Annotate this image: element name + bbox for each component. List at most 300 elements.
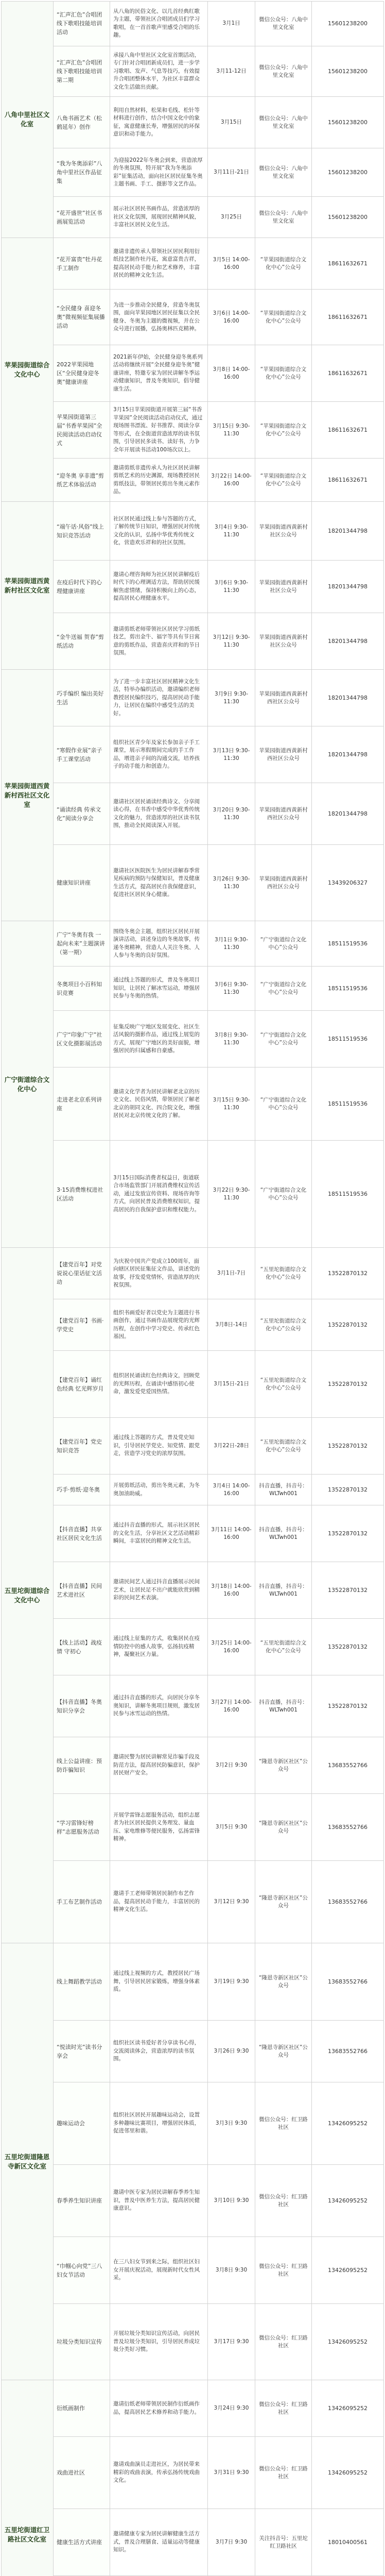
activity-phone-cell-text: 13426095252 xyxy=(328,2338,367,2345)
activity-phone-cell-text: 15601238200 xyxy=(328,169,367,176)
activity-name-cell-text: “端午话·风俗”线上知识竞答活动 xyxy=(57,523,104,539)
activity-time-cell xyxy=(208,1675,255,1737)
table-top-border xyxy=(1,1,384,2)
activity-method-cell-text: 苹果园街道西黄新村社区公众号 xyxy=(259,579,308,594)
activity-time-cell-text: 3月6日 9:30-11:30 xyxy=(214,579,249,594)
activity-time-cell xyxy=(208,2509,255,2576)
activity-method-cell-text: “五里坨街道综合文化中心”公众号 xyxy=(260,1639,307,1654)
activity-desc-cell xyxy=(110,1737,208,1794)
activity-method-cell-text: “隆恩寺新区社区”公众号 xyxy=(259,2044,308,2058)
activity-phone-cell-text: 18201344798 xyxy=(328,810,367,817)
activity-phone-cell xyxy=(312,726,384,783)
activity-desc-cell-text: 社区居民通过线上参与答题的方式，了解传统节日知识，增强居民对传统文化的认识，弘扬中华优秀传统文化，营造欢乐祥和的社区氛围。 xyxy=(113,515,200,546)
activity-desc-cell xyxy=(110,1675,208,1737)
activity-name-cell xyxy=(54,1141,110,1248)
activity-time-cell-text: 3月8日 9:30 xyxy=(215,2267,248,2273)
activity-phone-cell-text: 18611632671 xyxy=(328,370,367,377)
activity-name-cell-text: “花开盛世”社区书画展览活动 xyxy=(57,209,102,225)
activity-desc-cell xyxy=(110,726,208,783)
activity-phone-cell-text: 13522870132 xyxy=(328,1381,367,1387)
activity-method-cell-text: “广宁街道综合文化中心”公众号 xyxy=(260,981,307,995)
activity-time-cell xyxy=(208,1,255,46)
activity-desc-cell xyxy=(110,783,208,845)
activity-desc-cell-text: 为了进一步丰富社区居民精神文化生活，特举办编织活动，邀请编织老师教授居民编织技巧，提高居民动手能力，让居民在编织中感受生活的美好。 xyxy=(113,678,200,717)
activity-desc-cell xyxy=(110,345,208,402)
activity-time-cell-text: 3月4日 9:30-11:30 xyxy=(214,523,249,538)
activity-time-cell-text: 3月22日 9:30-11:30 xyxy=(213,1187,250,1201)
activity-phone-cell xyxy=(312,238,384,290)
venue-cell-text: 五里坨街道红卫路社区文化室 xyxy=(4,2526,50,2543)
activity-time-cell xyxy=(208,1737,255,1794)
activity-method-cell-text: 微信公众号：红卫路社区 xyxy=(259,2401,308,2415)
activity-time-cell-text: 3月2日 9:30 xyxy=(215,1762,248,1768)
activity-time-cell xyxy=(208,2082,255,2165)
activity-phone-cell-text: 18511519536 xyxy=(328,985,367,992)
activity-time-cell xyxy=(208,290,255,345)
activity-name-cell-text: 2022苹果园地区“全民健身迎冬奥”健康讲座 xyxy=(57,361,99,385)
activity-desc-cell xyxy=(110,670,208,726)
activity-desc-cell-text: 通过线上征集的方式，收集居民在疫情防控中的感人故事，弘扬抗疫精神，凝聚社区力量。 xyxy=(113,1635,200,1658)
activity-time-cell-text: 3月25日 xyxy=(220,214,242,220)
activity-time-cell-text: 3月24日 9:30 xyxy=(214,2405,249,2411)
activity-name-cell xyxy=(54,345,110,402)
activity-desc-cell xyxy=(110,1248,208,1299)
activity-phone-cell-text: 18611632671 xyxy=(328,477,367,483)
activity-time-cell-text: 3月12日 9:30-11:30 xyxy=(213,634,250,648)
activity-name-cell-text: “迎冬奥 享非遗”剪纸艺术体验活动 xyxy=(57,472,104,488)
activity-name-cell xyxy=(54,1,110,46)
activity-name-cell xyxy=(54,845,110,921)
activity-method-cell-text: “五里坨街道综合文化中心”公众号 xyxy=(260,1266,307,1280)
activity-method-cell-text: “苹果园街道综合文化中心”公众号 xyxy=(260,256,307,270)
activity-name-cell-text: 垃圾分类知识宣传 xyxy=(57,2338,102,2345)
table-left-border xyxy=(1,1,2,2576)
activity-name-cell xyxy=(54,2509,110,2576)
activity-time-cell xyxy=(208,845,255,921)
activity-phone-cell-text: 18201344798 xyxy=(328,638,367,645)
activity-method-cell-text: 微信公众号：八角中里文化室 xyxy=(259,16,308,30)
activity-time-cell xyxy=(208,2165,255,2237)
activity-name-cell-text: 线上公益讲座：预防诈骗知识 xyxy=(57,1757,102,1773)
activity-time-cell-text: 3月31日 9:30 xyxy=(214,2469,249,2476)
activity-phone-cell-text: 18511519536 xyxy=(328,1036,367,1042)
activity-desc-cell-text: 邀请非遗传承人带领社区居民利用衍纸技艺制作牡丹花，寓意富贵吉祥，提高居民动手能力和艺术修养，丰富居民的精神文化生活。 xyxy=(113,248,200,278)
activity-phone-cell-text: 18611632671 xyxy=(328,427,367,433)
activity-method-cell-text: “五里坨街道综合文化中心”公众号 xyxy=(260,1438,307,1453)
activity-desc-cell-text: 邀请剪纸非遗传承人为社区居民讲解剪纸艺术的历史渊源，现场教授居民剪纸技法，带领居民剪出冬奥元素作品。 xyxy=(113,464,200,495)
activity-desc-cell-text: 组织社区青少年及家长参加亲子手工课堂，展示寒假期间完成的手工作品，增进亲子间的沟通交流，培养孩子的动手能力和创造力。 xyxy=(113,739,200,769)
activity-desc-cell xyxy=(110,1418,208,1475)
activity-method-cell xyxy=(255,46,312,97)
activity-desc-cell-text: 组织居民诵读红色经典诗文，回顾党的光辉历程，在诵读中感悟初心使命，激发爱党爱国热情。 xyxy=(113,1372,200,1395)
activity-phone-cell xyxy=(312,613,384,670)
activity-name-cell xyxy=(54,97,110,148)
activity-phone-cell xyxy=(312,2082,384,2165)
activity-method-cell xyxy=(255,1475,312,1505)
activity-desc-cell xyxy=(110,2165,208,2237)
activity-method-cell xyxy=(255,921,312,967)
activity-desc-cell xyxy=(110,613,208,670)
activity-name-cell-text: 巧手·剪纸·迎冬奥 xyxy=(57,1486,100,1493)
activity-name-cell xyxy=(54,1351,110,1418)
activity-method-cell-text: 苹果园街道西黄新村社区公众号 xyxy=(259,523,308,538)
activity-method-cell xyxy=(255,2437,312,2509)
activity-desc-cell xyxy=(110,2437,208,2509)
activity-method-cell xyxy=(255,2509,312,2576)
activity-name-cell xyxy=(54,2237,110,2304)
activity-method-cell-text: “隆恩寺新区社区”公众号 xyxy=(259,1894,308,1909)
activity-time-cell-text: 3月1日 9:30-11:30 xyxy=(214,936,249,951)
activity-phone-cell xyxy=(312,345,384,402)
activity-desc-cell-text: 通过抖音直播的形式，向居民分享冬奥知识，讲解冬奥项目规则，激发居民参与冰雪运动的热情。 xyxy=(113,1694,200,1717)
activity-method-cell xyxy=(255,1737,312,1794)
activity-method-cell-text: 苹果园街道西黄新村西社区公众号 xyxy=(259,875,308,890)
activity-desc-cell-text: 展示社区居民书画作品，营造浓厚的社区文化氛围，展现居民精神风貌，丰富社区居民文化生活。 xyxy=(113,206,200,228)
activity-name-cell xyxy=(54,2437,110,2509)
activity-time-cell-text: 3月15日 xyxy=(220,119,242,125)
activity-desc-cell-text: 邀请中医专家为居民讲解春季养生知识，普及中医养生方法，提高居民健康意识。 xyxy=(113,2189,200,2212)
activity-name-cell xyxy=(54,1505,110,1562)
activity-desc-cell-text: 为迎接2022年冬奥会到来，营造浓厚的冬奥氛围，特开展“我为冬奥添彩”征集活动，面向社区居民征集冬奥主题书画、手工、摄影等文艺作品。 xyxy=(113,157,203,187)
venue-cell-text: 苹果园街道西黄新村西社区文化室 xyxy=(4,782,50,808)
activity-method-cell-text: “苹果园街道综合文化中心”公众号 xyxy=(260,472,307,487)
activity-method-cell xyxy=(255,2021,312,2082)
activity-name-cell-text: 【建党百年】党史知识竞答 xyxy=(57,1438,102,1454)
activity-time-cell xyxy=(208,613,255,670)
activity-name-cell xyxy=(54,1619,110,1675)
activity-method-cell-text: “五里坨街道综合文化中心”公众号 xyxy=(260,1377,307,1391)
activity-method-cell xyxy=(255,967,312,1011)
activity-phone-cell xyxy=(312,2380,384,2437)
activity-desc-cell xyxy=(110,2237,208,2304)
activity-time-cell xyxy=(208,1141,255,1248)
activity-phone-cell-text: 18511519536 xyxy=(328,940,367,947)
activity-phone-cell-text: 13683552766 xyxy=(328,2048,367,2055)
activity-phone-cell-text: 13683552766 xyxy=(328,1899,367,1905)
activity-time-cell xyxy=(208,97,255,148)
activity-desc-cell xyxy=(110,1562,208,1619)
activity-name-cell xyxy=(54,670,110,726)
activity-desc-cell xyxy=(110,2380,208,2437)
activity-phone-cell-text: 13426095252 xyxy=(328,2405,367,2412)
activity-name-cell xyxy=(54,459,110,502)
activity-method-cell xyxy=(255,1562,312,1619)
activity-method-cell-text: “隆恩寺新区社区”公众号 xyxy=(259,1974,308,1989)
activity-desc-cell-text: 通过抖音直播的形式，展示社区居民的文化生活，分享社区文艺活动精彩瞬间，丰富居民的精神文化生活。 xyxy=(113,1522,200,1545)
activity-name-cell-text: 戏曲进社区 xyxy=(57,2469,85,2476)
activity-method-cell-text: “苹果园街道综合文化中心”公众号 xyxy=(260,366,307,380)
activity-phone-cell xyxy=(312,845,384,921)
activity-phone-cell xyxy=(312,670,384,726)
activity-name-cell xyxy=(54,238,110,290)
activity-time-cell xyxy=(208,1351,255,1418)
activity-name-cell-text: “汇声汇色”合唱团线下歌唱技能培训第二期 xyxy=(57,59,102,83)
activity-method-cell-text: “广宁街道综合文化中心”公众号 xyxy=(260,1187,307,1201)
activity-method-cell xyxy=(255,726,312,783)
activity-method-cell xyxy=(255,1011,312,1067)
activity-time-cell xyxy=(208,148,255,197)
activity-time-cell xyxy=(208,459,255,502)
activity-desc-cell-text: 3月15日国际消费者权益日，街道联合市场监管部门开展消费维权宣传活动，通过发放宣传资料、现场咨询等方式，向居民普及消费维权知识，提高居民的自我保护意识和维权能力。 xyxy=(113,1174,200,1213)
activity-desc-cell-text: 利用自然材料，松果和毛线、松针等材料进行创作，结合中国文化中的象征，寓意健康长寿，增强居民的环保意识和动手能力。 xyxy=(113,107,200,137)
activity-desc-cell-text: 2021新年伊始，全民健身迎冬奥系列活动将继续开展“全民健身迎冬奥”健康讲座，特邀专家为居民讲解冬季运动健康知识，普及冬奥知识，倡导健康生活。 xyxy=(113,353,203,392)
activity-name-cell xyxy=(54,1475,110,1505)
activity-desc-cell xyxy=(110,561,208,613)
activity-method-cell xyxy=(255,1351,312,1418)
activity-time-cell-text: 3月18日 14:00-16:00 xyxy=(211,1583,252,1597)
activity-phone-cell xyxy=(312,1861,384,1943)
activity-desc-cell-text: 3月15日苹果园街道开展第三届“书香苹果园”全民阅读活动启动仪式，通过现场图书漂流、好书推荐、阅读分享等形式，在全街道营造浓厚的读书氛围，引导居民多读书、读好书，力争全年开展读书活动100场次以上。 xyxy=(113,406,203,453)
activity-phone-cell xyxy=(312,1248,384,1299)
activity-time-cell-text: 3月12日 9:30 xyxy=(214,1899,249,1905)
activity-name-cell xyxy=(54,2082,110,2165)
activity-desc-cell-text: 围绕冬奥会主题，组织社区居民开展演讲活动，讲述身边的冬奥故事，传递冬奥精神，营造人人关注冬奥、人人参与冬奥的良好氛围。 xyxy=(113,928,200,958)
activity-method-cell xyxy=(255,2304,312,2380)
activity-name-cell xyxy=(54,1861,110,1943)
activity-phone-cell-text: 18010400561 xyxy=(328,2539,367,2546)
activity-method-cell xyxy=(255,613,312,670)
activity-time-cell xyxy=(208,670,255,726)
table-grid xyxy=(1,1,384,2576)
activity-time-cell-text: 3月19日 9:30 xyxy=(214,1978,249,1985)
activity-name-cell xyxy=(54,197,110,238)
activity-phone-cell xyxy=(312,1,384,46)
activity-name-cell xyxy=(54,2165,110,2237)
activity-name-cell xyxy=(54,2380,110,2437)
activity-time-cell-text: 3月27日 14:00-16:00 xyxy=(211,1699,252,1713)
activity-desc-cell xyxy=(110,197,208,238)
activity-name-cell-text: 3·15消费维权进社区活动 xyxy=(57,1186,103,1202)
activity-method-cell xyxy=(255,1505,312,1562)
activity-method-cell-text: 微信公众号：八角中里文化室 xyxy=(259,64,308,78)
activity-method-cell xyxy=(255,1,312,46)
activity-name-cell-text: 八角书画艺术（松鹤延年）创作 xyxy=(57,114,102,130)
activity-desc-cell xyxy=(110,290,208,345)
activity-time-cell xyxy=(208,1418,255,1475)
activity-name-cell-text: 春季养生知识讲座 xyxy=(57,2197,102,2204)
activity-time-cell xyxy=(208,2437,255,2509)
venue-cell xyxy=(1,2380,54,2576)
activity-time-cell-text: 3月6日 9:30-11:30 xyxy=(214,981,249,995)
activity-phone-cell xyxy=(312,1619,384,1675)
venue-cell xyxy=(1,238,54,502)
activity-desc-cell-text: 邀请衍纸老师带领居民制作衍纸画作品，提高居民艺术修养和动手能力。 xyxy=(113,2401,200,2415)
activity-method-cell-text: “苹果园街道综合文化中心”公众号 xyxy=(260,310,307,324)
activity-name-cell-text: 【抖音直播】民间艺术进社区 xyxy=(57,1582,102,1598)
activity-method-cell-text: “隆恩寺新区社区”公众号 xyxy=(259,1758,308,1772)
activity-name-cell xyxy=(54,2304,110,2380)
activity-method-cell-text: 苹果园街道西黄新村社区公众号 xyxy=(259,634,308,648)
activity-name-cell-text: “寒假作业展”亲子手工课堂活动 xyxy=(57,747,102,762)
activity-method-cell-text: 抖音直播，抖音号：WLTwh001 xyxy=(259,1482,308,1497)
activity-time-cell-text: 3月1日 xyxy=(222,20,240,26)
activity-method-cell-text: “广宁街道综合文化中心”公众号 xyxy=(260,1096,307,1111)
activity-time-cell-text: 3月3日 9:30 xyxy=(215,2120,248,2126)
activity-desc-cell-text: 从八角的民俗文化、以几首经典红歌为主题，带领社区合唱团成员们学习歌唱，在一首首歌声里感受合唱的乐趣。 xyxy=(113,8,200,38)
activity-name-cell-text: 在疫后时代下的心理健康讲座 xyxy=(57,579,102,595)
activity-desc-cell xyxy=(110,921,208,967)
activity-desc-cell-text: 邀请民警为居民讲解常见诈骗手段及防范方法，提高居民防骗意识，保护居民财产安全。 xyxy=(113,1754,200,1776)
activity-desc-cell xyxy=(110,1141,208,1248)
activity-phone-cell xyxy=(312,290,384,345)
activity-name-cell xyxy=(54,967,110,1011)
activity-method-cell xyxy=(255,2380,312,2437)
activity-method-cell xyxy=(255,1794,312,1861)
activity-phone-cell-text: 13426095252 xyxy=(328,2267,367,2274)
activity-method-cell-text: 苹果园街道西黄新村西社区公众号 xyxy=(259,806,308,821)
activity-time-cell-text: 3月17日 9:30 xyxy=(214,2338,249,2345)
activity-time-cell xyxy=(208,1943,255,2021)
activity-phone-cell xyxy=(312,1418,384,1475)
activity-phone-cell-text: 18511519536 xyxy=(328,1191,367,1197)
activity-name-cell-text: 健康知识讲座 xyxy=(57,879,91,886)
activity-desc-cell xyxy=(110,845,208,921)
activity-name-cell-text: 【建党百年】诵红色经典 忆光辉岁月 xyxy=(57,1376,104,1392)
activity-desc-cell-text: 组织社区居民开展趣味运动会，设置多种趣味比赛项目，增强居民体质，促进邻里和谐。 xyxy=(113,2112,200,2134)
activity-desc-cell-text: 开展垃圾分类知识宣传活动，向居民普及垃圾分类知识，引导居民养成垃圾分类好习惯。 xyxy=(113,2330,200,2353)
activity-phone-cell-text: 13522870132 xyxy=(328,1270,367,1277)
venue-cell xyxy=(1,502,54,670)
activity-desc-cell-text: 邀请文化学者为居民讲解老北京的历史文化、民俗风情，带领居民了解老北京的胡同文化、四合院文化，增强居民对北京传统文化的了解。 xyxy=(113,1088,200,1118)
activity-desc-cell xyxy=(110,1943,208,2021)
activity-desc-cell-text: 通过线上答题的形式，普及冬奥项目知识，让居民了解冰雪运动，增强居民参与冬奥的热情。 xyxy=(113,977,200,999)
activity-time-cell-text: 3月4日 14:00-16:00 xyxy=(213,1482,250,1497)
activity-method-cell xyxy=(255,1067,312,1141)
activity-method-cell xyxy=(255,670,312,726)
activity-method-cell-text: 抖音直播，抖音号：WLTwh001 xyxy=(259,1526,308,1540)
activity-time-cell-text: 3月22日 14:00-16:00 xyxy=(211,472,252,487)
activity-name-cell xyxy=(54,921,110,967)
activity-name-cell-text: “全民健身 喜迎冬奥”微视频征集展播活动 xyxy=(57,305,105,329)
activity-time-cell-text: 3月1日-7日 xyxy=(217,1270,246,1276)
activity-time-cell xyxy=(208,1861,255,1943)
activity-method-cell xyxy=(255,2165,312,2237)
activity-time-cell xyxy=(208,1299,255,1351)
activity-desc-cell-text: 邀请心理咨询师为社区居民讲解疫后时代下的心理调适方法，帮助居民缓解焦虑情绪，保持积极向上的心态，提高居民心理健康水平。 xyxy=(113,571,200,601)
activity-time-cell xyxy=(208,2304,255,2380)
activity-phone-cell xyxy=(312,197,384,238)
venue-cell-text: 八角中里社区文化室 xyxy=(4,110,50,128)
activity-name-cell xyxy=(54,1794,110,1861)
activity-time-cell-text: 3月26日 9:30-11:30 xyxy=(213,875,250,890)
activity-name-cell xyxy=(54,1011,110,1067)
activity-name-cell-text: 手工布艺制作活动 xyxy=(57,1899,102,1905)
activity-time-cell xyxy=(208,197,255,238)
activity-name-cell xyxy=(54,290,110,345)
activity-desc-cell-text: 邀请手工老师带领居民制作布艺作品，提高居民动手能力，丰富居民的精神文化生活。 xyxy=(113,1890,200,1913)
activity-time-cell xyxy=(208,1505,255,1562)
activity-phone-cell xyxy=(312,921,384,967)
activity-method-cell-text: 抖音直播，抖音号：WLTwh001 xyxy=(259,1699,308,1713)
activity-name-cell xyxy=(54,1067,110,1141)
activity-method-cell xyxy=(255,1675,312,1737)
activity-method-cell-text: 微信公众号：八角中里文化室 xyxy=(259,165,308,179)
activity-desc-cell-text: 为庆祝中国共产党成立100周年，面向辖区居民征集征文作品，讲述党的故事，抒发爱党情怀，营造浓厚的庆祝氛围。 xyxy=(113,1258,200,1288)
activity-time-cell xyxy=(208,1475,255,1505)
activity-time-cell xyxy=(208,345,255,402)
activity-desc-cell xyxy=(110,2021,208,2082)
activity-method-cell-text: “五里坨街道综合文化中心”公众号 xyxy=(260,1317,307,1332)
activity-method-cell-text: 关注抖音号：五里坨红卫路社区 xyxy=(259,2535,308,2549)
activity-name-cell-text: 健康生活方式讲座 xyxy=(57,2539,102,2546)
activity-phone-cell-text: 13426095252 xyxy=(328,2197,367,2204)
activity-name-cell-text: “巾帼心向党”三八妇女节活动 xyxy=(57,2262,102,2278)
activity-method-cell xyxy=(255,1418,312,1475)
activity-time-cell-text: 3月11日-21日 xyxy=(214,169,249,175)
activity-time-cell-text: 3月11日 14:00-16:00 xyxy=(211,1526,252,1540)
activity-phone-cell-text: 18201344798 xyxy=(328,751,367,758)
activity-phone-cell-text: 13683552766 xyxy=(328,1762,367,1769)
activity-time-cell-text: 3月8日-14日 xyxy=(215,1321,248,1328)
activity-phone-cell xyxy=(312,2165,384,2237)
activity-phone-cell xyxy=(312,1943,384,2021)
activity-desc-cell xyxy=(110,2082,208,2165)
activity-time-cell-text: 3月26日 9:30 xyxy=(214,2048,249,2054)
activity-method-cell xyxy=(255,459,312,502)
activity-desc-cell-text: 组织书画爱好者以党史为主题进行书画创作，通过书画作品展现党的光辉历程，在创作中学习党史、传承红色基因。 xyxy=(113,1309,200,1340)
activity-method-cell-text: 微信公众号：红卫路社区 xyxy=(259,2465,308,2480)
activity-method-cell xyxy=(255,2082,312,2165)
activity-name-cell xyxy=(54,148,110,197)
activity-name-cell-text: 【线上活动】战疫情 守初心 xyxy=(57,1639,102,1655)
activity-phone-cell-text: 13426095252 xyxy=(328,2469,367,2476)
activity-desc-cell-text: 开展剪纸活动，剪出冬奥元素，为冬奥加油助威。 xyxy=(113,1482,200,1497)
activity-phone-cell-text: 13522870132 xyxy=(328,1587,367,1594)
activity-method-cell xyxy=(255,345,312,402)
activity-name-cell-text: 冬奥项目小百科知识竞赛 xyxy=(57,980,102,996)
activity-phone-cell xyxy=(312,2237,384,2304)
activity-name-cell xyxy=(54,613,110,670)
activity-desc-cell-text: 邀请社区居民诵读经典诗文、分享阅读心得，在书香中感受中华优秀传统文化的魅力，营造浓厚的社区读书氛围，推动全民阅读深入开展。 xyxy=(113,798,200,828)
activity-method-cell xyxy=(255,1861,312,1943)
activity-time-cell xyxy=(208,1619,255,1675)
activity-phone-cell xyxy=(312,97,384,148)
activity-desc-cell xyxy=(110,238,208,290)
activity-phone-cell-text: 13683552766 xyxy=(328,1824,367,1831)
activity-phone-cell-text: 18201344798 xyxy=(328,583,367,590)
activity-time-cell-text: 3月8日 14:00-16:00 xyxy=(213,366,250,380)
activity-phone-cell xyxy=(312,2437,384,2509)
activity-time-cell-text: 3月15日-21日 xyxy=(214,1381,249,1387)
activity-desc-cell-text: 组织社区读书爱好者分享读书心得，交流阅读体会，营造浓厚的读书氛围。 xyxy=(113,2040,200,2062)
activity-desc-cell-text: 通过线上答题的方式，普及党史知识，引导居民学党史、知党情、跟党走，营造学习党史的浓厚氛围。 xyxy=(113,1434,200,1457)
activity-desc-cell xyxy=(110,2304,208,2380)
activity-phone-cell-text: 15601238200 xyxy=(328,119,367,126)
venue-cell xyxy=(1,1,54,238)
activity-desc-cell-text: 邀请剪纸老师带领社区居民学习剪纸技艺，剪出金牛、福字等具有节日寓意的剪纸作品，营造喜庆祥和的节日氛围。 xyxy=(113,625,200,656)
activity-phone-cell xyxy=(312,2509,384,2576)
activity-desc-cell xyxy=(110,502,208,561)
activity-phone-cell xyxy=(312,561,384,613)
activity-desc-cell-text: 邀请健康专家为居民讲解健康生活方式，普及合理膳食、适量运动等健康知识。 xyxy=(113,2531,200,2553)
activity-phone-cell-text: 15601238200 xyxy=(328,20,367,27)
activity-name-cell-text: “悦读时光”读书分享会 xyxy=(57,2043,102,2059)
activity-name-cell xyxy=(54,502,110,561)
activity-phone-cell-text: 13439206327 xyxy=(328,879,367,886)
activity-time-cell xyxy=(208,402,255,459)
activity-phone-cell xyxy=(312,502,384,561)
venue-cell-text: 广宁街道综合文化中心 xyxy=(4,1075,50,1093)
activity-phone-cell xyxy=(312,2304,384,2380)
activity-name-cell xyxy=(54,1737,110,1794)
activity-time-cell xyxy=(208,1011,255,1067)
activity-method-cell xyxy=(255,1619,312,1675)
activity-phone-cell xyxy=(312,1141,384,1248)
activity-phone-cell-text: 13683552766 xyxy=(328,1978,367,1985)
activity-phone-cell xyxy=(312,1299,384,1351)
activity-time-cell xyxy=(208,561,255,613)
activity-method-cell xyxy=(255,238,312,290)
